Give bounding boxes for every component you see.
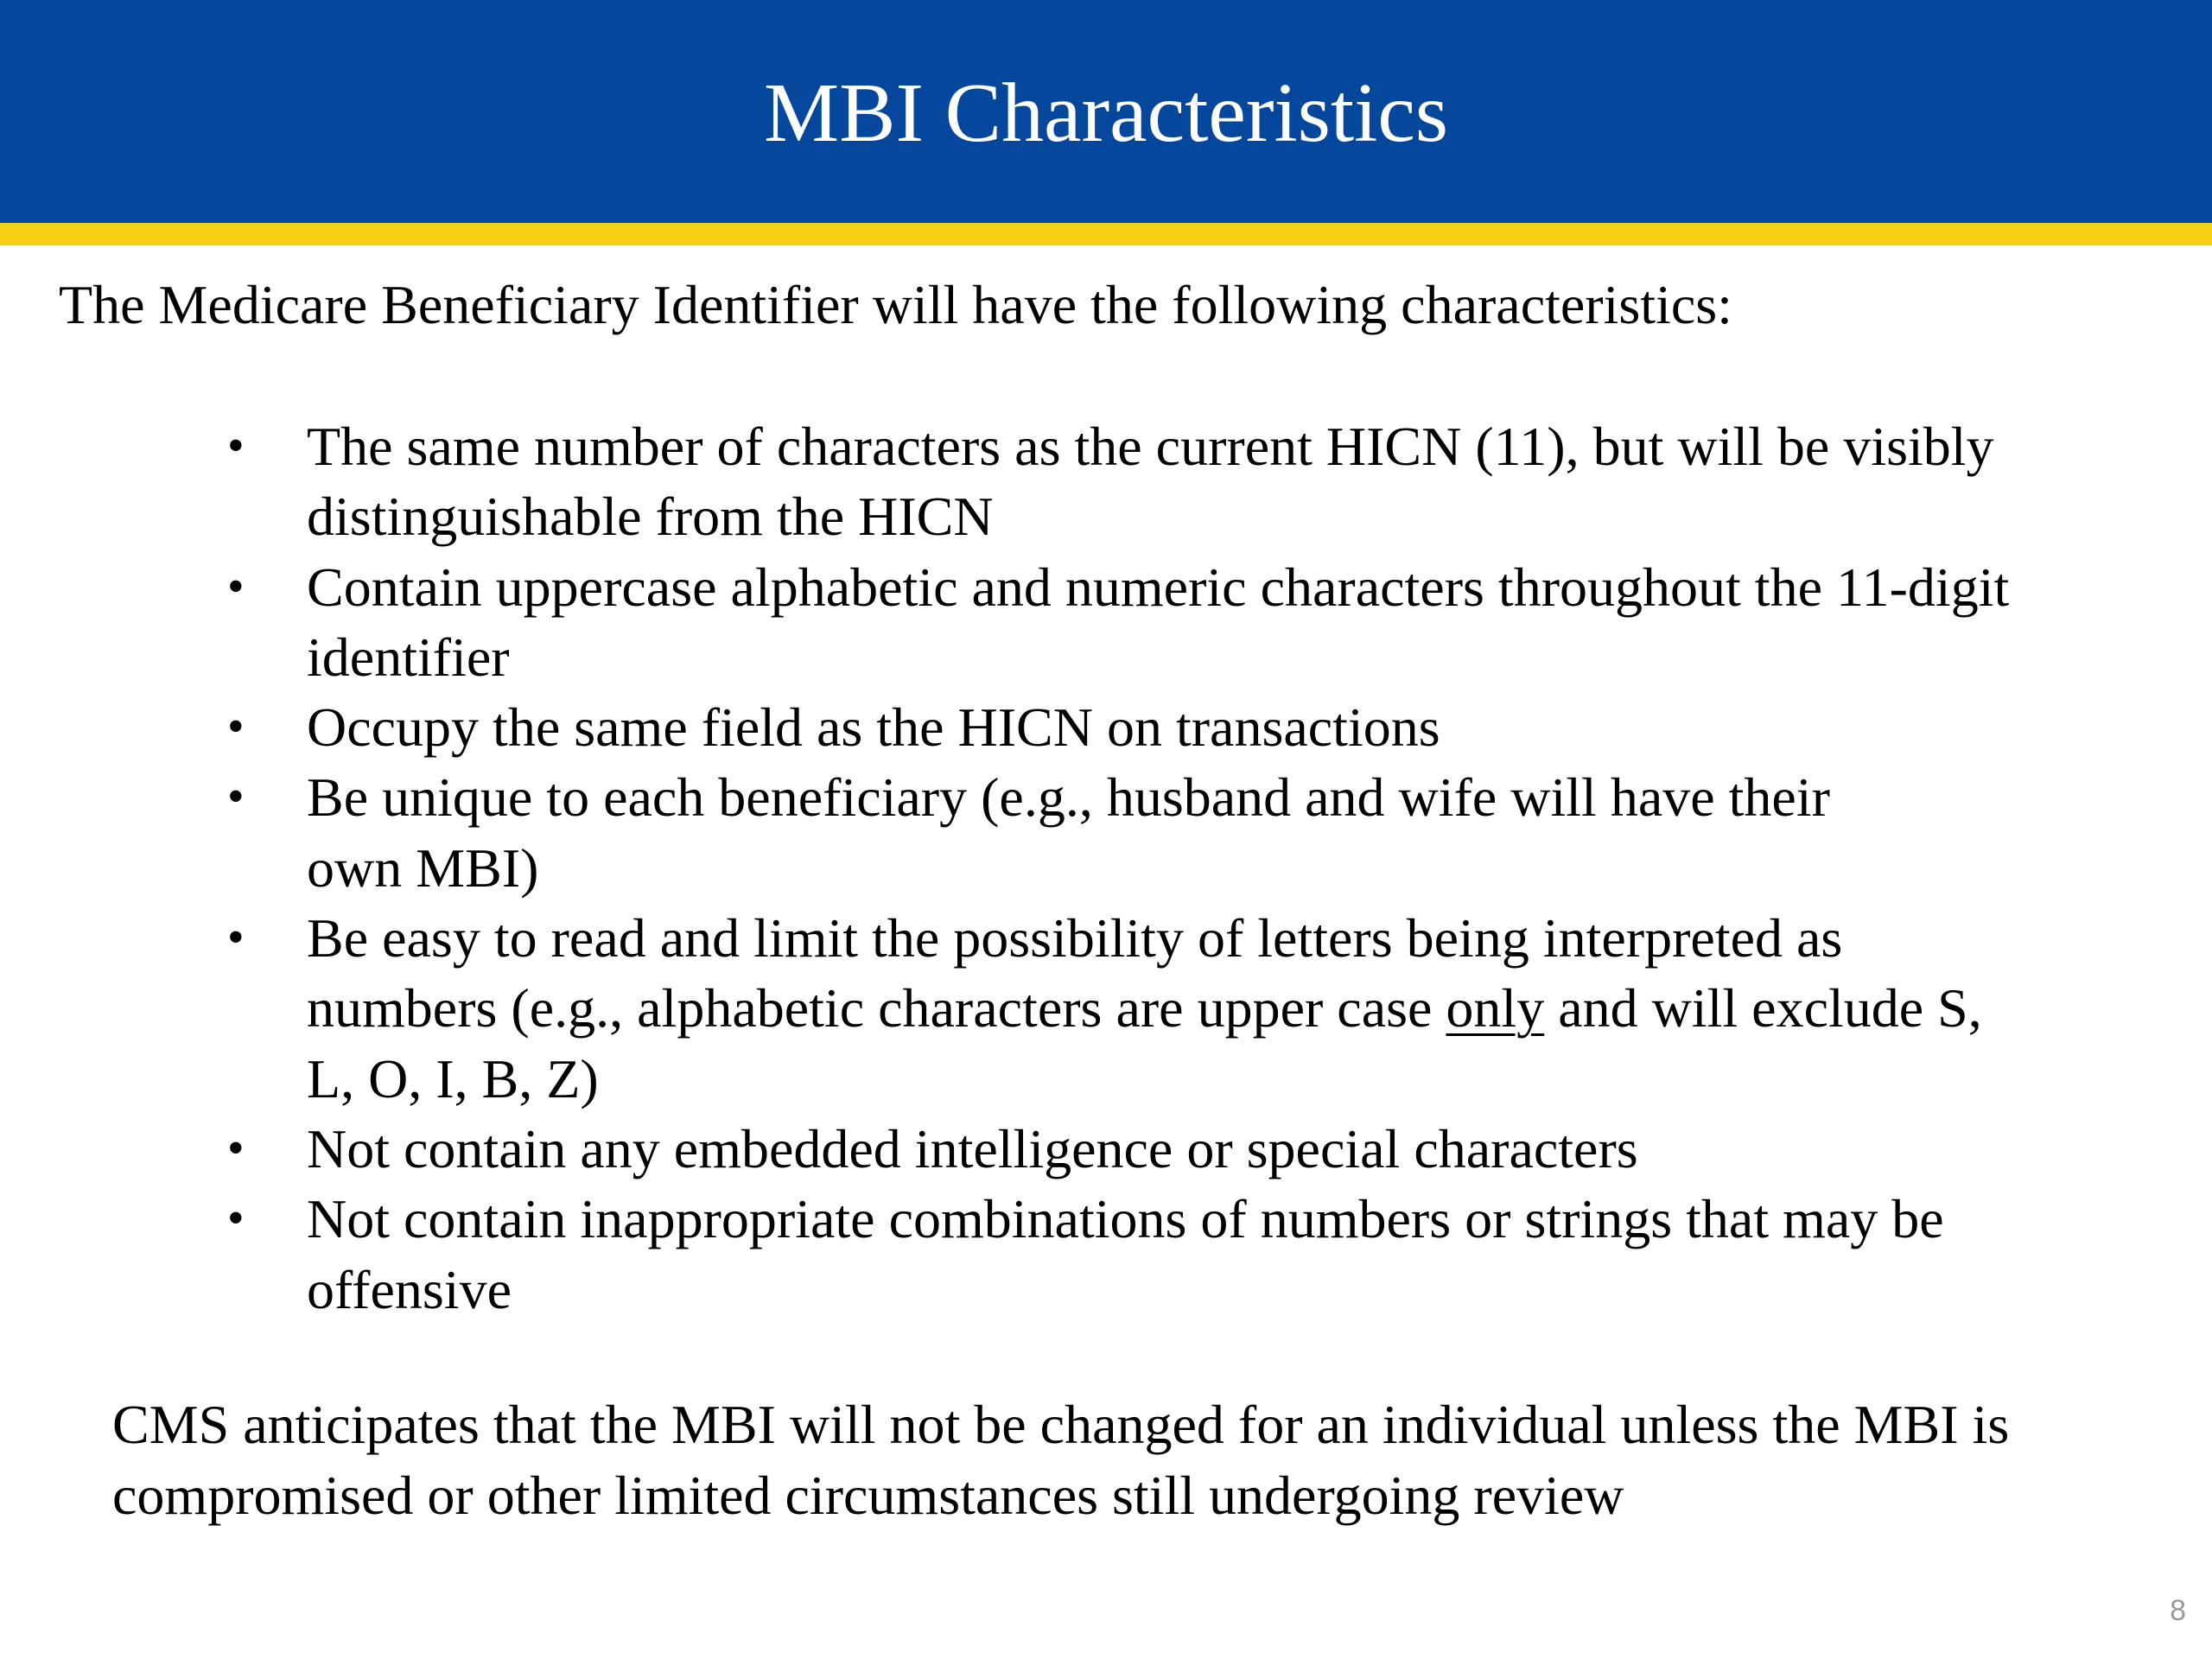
title-banner-accent-stripe <box>0 223 2212 245</box>
list-item-line: Contain uppercase alphabetic and numeric characters throughout the 11-digit <box>307 556 2010 618</box>
closing-line: CMS anticipates that the MBI will not be changed for an individual unless the MBI is <box>112 1394 2010 1455</box>
list-item-line: L, O, I, B, Z) <box>307 1047 599 1109</box>
bullet-icon: • <box>227 700 245 754</box>
list-item-line: Occupy the same field as the HICN on transactions <box>307 696 1440 759</box>
page-number: 8 <box>2170 1594 2186 1627</box>
closing-line: compromised or other limited circumstances still undergoing review <box>112 1465 1624 1526</box>
list-item-line: Not contain any embedded intelligence or special characters <box>307 1117 1638 1179</box>
characteristics-list <box>227 411 2130 1325</box>
list-item <box>227 552 2130 693</box>
list-item-line: identifier <box>307 626 510 688</box>
intro-text: The Medicare Beneficiary Identifier will have the following characteristics: <box>59 274 1732 335</box>
bullet-icon: • <box>227 770 245 824</box>
emphasis-underlined: only <box>1446 977 1545 1039</box>
list-item <box>227 692 2130 762</box>
list-item <box>227 903 2130 1114</box>
list-item-line-start: numbers (e.g., alphabetic characters are upper case <box>307 977 1446 1039</box>
bullet-icon: • <box>227 419 245 473</box>
list-item-line: Be unique to each beneficiary (e.g., husband and wife will have their <box>307 766 1830 829</box>
list-item-line: Not contain inappropriate combinations of numbers or strings that may be <box>307 1188 1944 1250</box>
list-item <box>227 762 2130 903</box>
closing-paragraph <box>112 1389 2152 1531</box>
list-item <box>227 1114 2130 1184</box>
list-item-line: offensive <box>307 1258 512 1320</box>
slide-title: MBI Characteristics <box>764 67 1448 160</box>
list-item-line-end: and will exclude S, <box>1544 977 1982 1039</box>
list-item <box>227 1184 2130 1325</box>
bullet-icon: • <box>227 559 245 613</box>
list-item-line: Be easy to read and limit the possibility of letters being interpreted as <box>307 907 1843 969</box>
bullet-icon: • <box>227 1192 245 1246</box>
list-item-line: The same number of characters as the current HICN (11), but will be visibly <box>307 416 1994 477</box>
list-item-line: distinguishable from the HICN <box>307 486 994 548</box>
bullet-icon: • <box>227 1121 245 1175</box>
bullet-icon: • <box>227 911 245 965</box>
list-item <box>227 411 2130 552</box>
list-item-line: own MBI) <box>307 836 539 899</box>
